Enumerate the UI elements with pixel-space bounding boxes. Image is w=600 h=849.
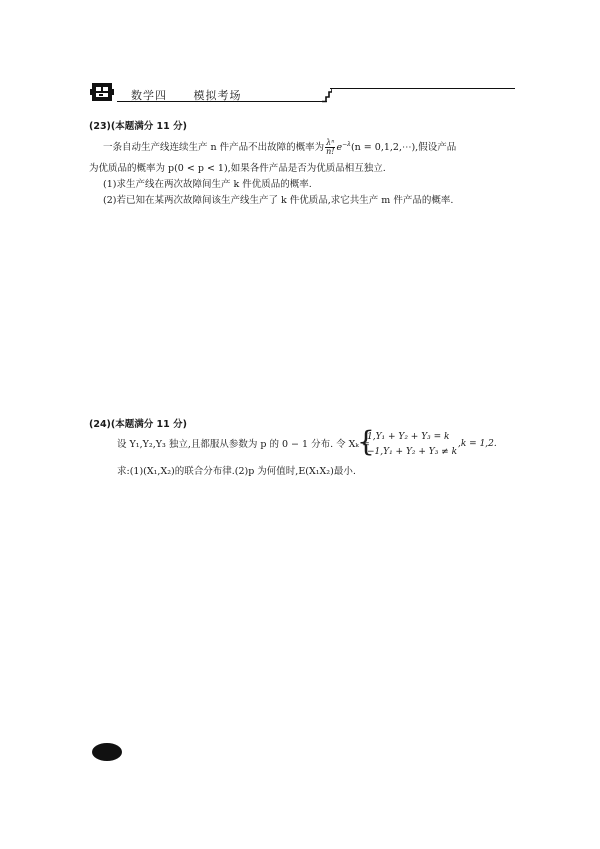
publisher-logo-icon: [90, 80, 114, 104]
exp-power: −λ: [342, 141, 351, 148]
fraction-numerator: λⁿ: [326, 138, 335, 148]
problem-24-title: (24)(本题满分 11 分): [89, 419, 187, 430]
header-rule-left: [117, 101, 327, 102]
probability-fraction: [325, 139, 335, 156]
header-rule-right: [330, 88, 515, 89]
problem-23-question-2: (2)若已知在某两次故障间该生产线生产了 k 件优质品,求它共生产 m 件产品的概率.: [103, 195, 454, 206]
problem-23-text-a: 一条自动生产线连续生产 n 件产品不出故障的概率为: [103, 142, 325, 154]
k-values: ,k = 1,2.: [458, 439, 497, 449]
exp-base: e: [336, 142, 343, 154]
problem-23-title: (23)(本题满分 11 分): [89, 121, 187, 132]
page-number-badge: [92, 743, 122, 761]
problem-24-line-1: 设 Y₁,Y₂,Y₃ 独立,且都服从参数为 p 的 0 − 1 分布. 令 Xₖ =: [117, 439, 370, 450]
fraction-denominator: n!: [326, 147, 335, 157]
problem-23-question-1: (1)求生产线在两次故障间生产 k 件优质品的概率.: [103, 179, 312, 190]
header-subject: 数学四: [131, 89, 167, 102]
problem-23-line-2: 为优质品的概率为 p(0 < p < 1),如果各件产品是否为优质品相互独立.: [89, 163, 386, 174]
left-brace: {: [357, 425, 375, 458]
problem-23-text-c: (n = 0,1,2,⋯),假设产品: [350, 142, 457, 154]
case-equal: 1,Y₁ + Y₂ + Y₃ = k: [367, 432, 450, 442]
problem-23-line-1: [103, 139, 456, 156]
header-section: 模拟考场: [193, 89, 242, 102]
header-rule-step: [322, 88, 332, 103]
problem-24-line-2: 求:(1)(X₁,X₂)的联合分布律.(2)p 为何值时,E(X₁X₂)最小.: [117, 466, 356, 477]
case-not-equal: −1,Y₁ + Y₂ + Y₃ ≠ k: [367, 447, 458, 457]
